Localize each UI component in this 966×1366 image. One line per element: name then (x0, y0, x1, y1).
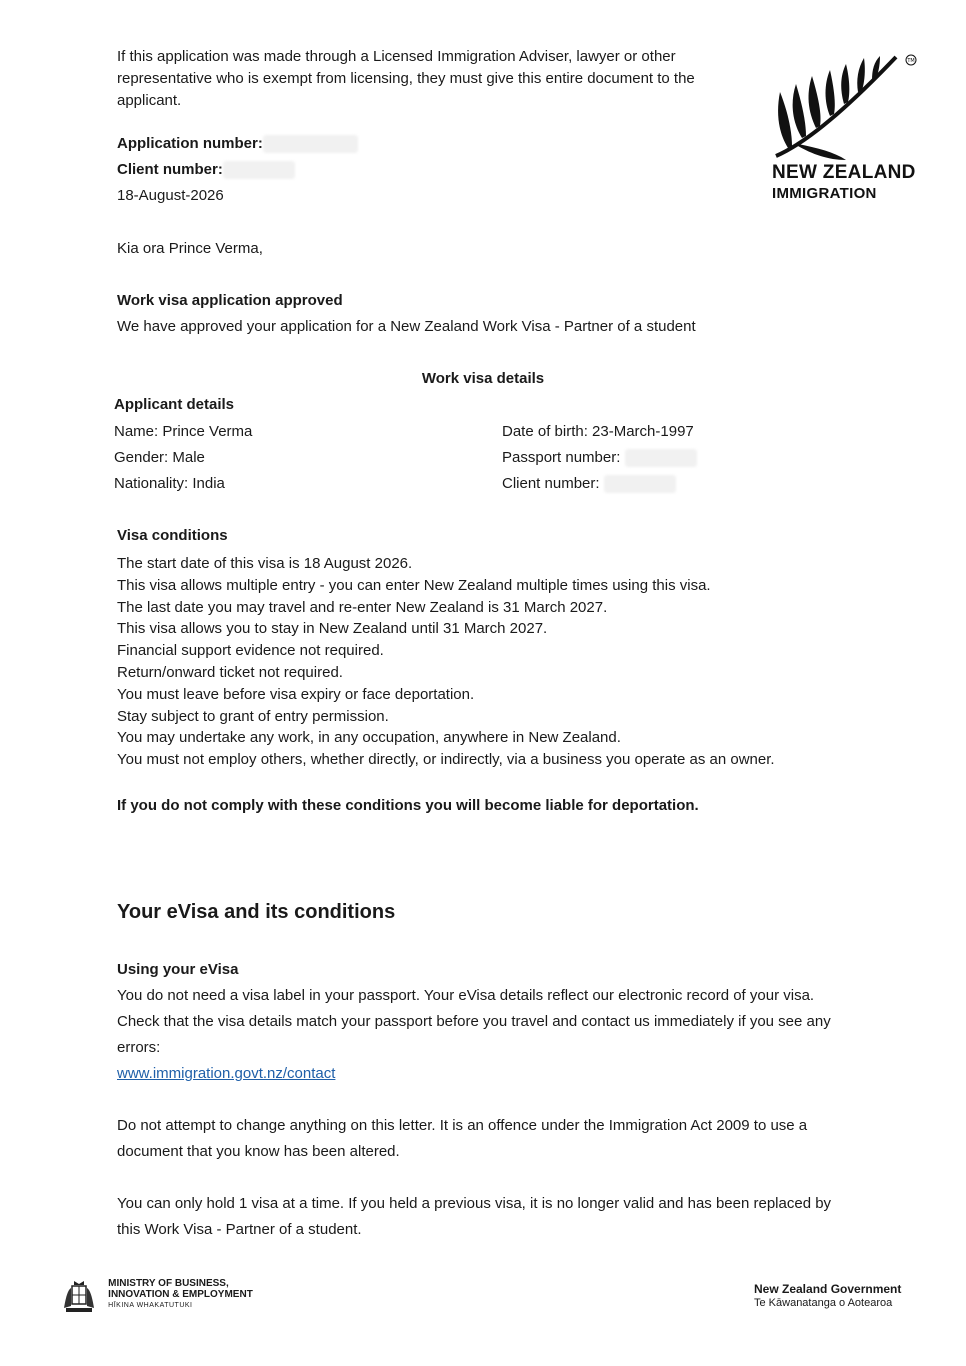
conditions-heading: Visa conditions (117, 527, 228, 544)
approval-text: We have approved your application for a New Zealand Work Visa - Partner of a student (117, 318, 696, 335)
condition-item: You must leave before visa expiry or face deportation. (117, 685, 475, 703)
evisa-paragraph-3: You can only hold 1 visa at a time. If you held a previous visa, it is no longer valid and has been replaced by this Work Visa - Partner of a student. (117, 1195, 832, 1238)
redacted-details-client-number (604, 475, 676, 493)
condition-item: This visa allows you to stay in New Zealand until 31 March 2027. (117, 620, 548, 638)
mbie-line3: HĪKINA WHAKATUTUKI (108, 1302, 193, 1309)
passport-number-row (502, 447, 697, 469)
evisa-subheading: Using your eVisa (117, 961, 239, 978)
coat-of-arms-icon (60, 1278, 98, 1316)
approval-heading: Work visa application approved (117, 292, 343, 309)
contact-link[interactable]: www.immigration.govt.nz/contact (117, 1065, 336, 1082)
condition-item: This visa allows multiple entry - you can enter New Zealand multiple times using this visa. (117, 576, 711, 594)
silver-fern-icon (768, 52, 918, 162)
conditions-list (117, 553, 877, 771)
gov-line2: Te Kāwanatanga o Aotearoa (754, 1297, 893, 1309)
redacted-application-number (263, 135, 358, 153)
applicant-name: Name: Prince Verma (114, 423, 253, 440)
condition-item: Stay subject to grant of entry permission. (117, 707, 389, 725)
logo-line1: NEW ZEALAND (772, 162, 916, 183)
condition-item: Financial support evidence not required. (117, 642, 384, 660)
trademark-mark: TM (907, 58, 915, 64)
nz-government-logo (754, 1282, 901, 1310)
condition-item: You must not employ others, whether directly, or indirectly, via a business you operate as an owner. (117, 751, 775, 769)
application-number-label: Application number: (117, 135, 263, 152)
letter-date: 18-August-2026 (117, 187, 224, 204)
applicant-gender: Gender: Male (114, 449, 205, 466)
condition-item: You may undertake any work, in any occupation, anywhere in New Zealand. (117, 729, 621, 747)
details-client-number-label: Client number: (502, 475, 600, 492)
application-number-row (117, 133, 358, 155)
client-number-row (117, 159, 295, 181)
logo-line2: IMMIGRATION (772, 185, 877, 202)
redacted-client-number (223, 161, 295, 179)
redacted-passport-number (625, 449, 697, 467)
mbie-logo (60, 1278, 253, 1316)
evisa-paragraph-2: Do not attempt to change anything on this letter. It is an offence under the Immigration Act 2009 to use a document that you know has been altered. (117, 1117, 808, 1160)
applicant-dob: Date of birth: 23-March-1997 (502, 423, 694, 440)
intro-text: If this application was made through a Licensed Immigration Adviser, lawyer or other representative who is exempt from licensing, they must give this entire document to the applicant. (117, 48, 695, 109)
passport-number-label: Passport number: (502, 449, 621, 466)
condition-item: The start date of this visa is 18 August 2026. (117, 555, 413, 572)
evisa-heading: Your eVisa and its conditions (117, 901, 396, 923)
details-client-number-row (502, 473, 676, 495)
details-title: Work visa details (421, 370, 545, 387)
applicant-details-heading: Applicant details (114, 396, 235, 413)
evisa-paragraph-1: You do not need a visa label in your passport. Your eVisa details reflect our electronic record of your visa. Check that the visa details match your passport before you travel and contact us immediately if you see any errors: (117, 987, 831, 1056)
gov-line1: New Zealand Government (754, 1282, 902, 1296)
applicant-nationality: Nationality: India (114, 475, 225, 492)
mbie-line1: MINISTRY OF BUSINESS, (108, 1278, 229, 1289)
mbie-line2: INNOVATION & EMPLOYMENT (108, 1289, 253, 1300)
greeting: Kia ora Prince Verma, (117, 240, 263, 257)
condition-item: The last date you may travel and re-enter New Zealand is 31 March 2027. (117, 598, 608, 616)
client-number-label: Client number: (117, 161, 223, 178)
nz-immigration-logo (768, 52, 918, 202)
condition-item: Return/onward ticket not required. (117, 663, 343, 681)
deportation-warning: If you do not comply with these conditions you will become liable for deportation. (117, 797, 699, 814)
